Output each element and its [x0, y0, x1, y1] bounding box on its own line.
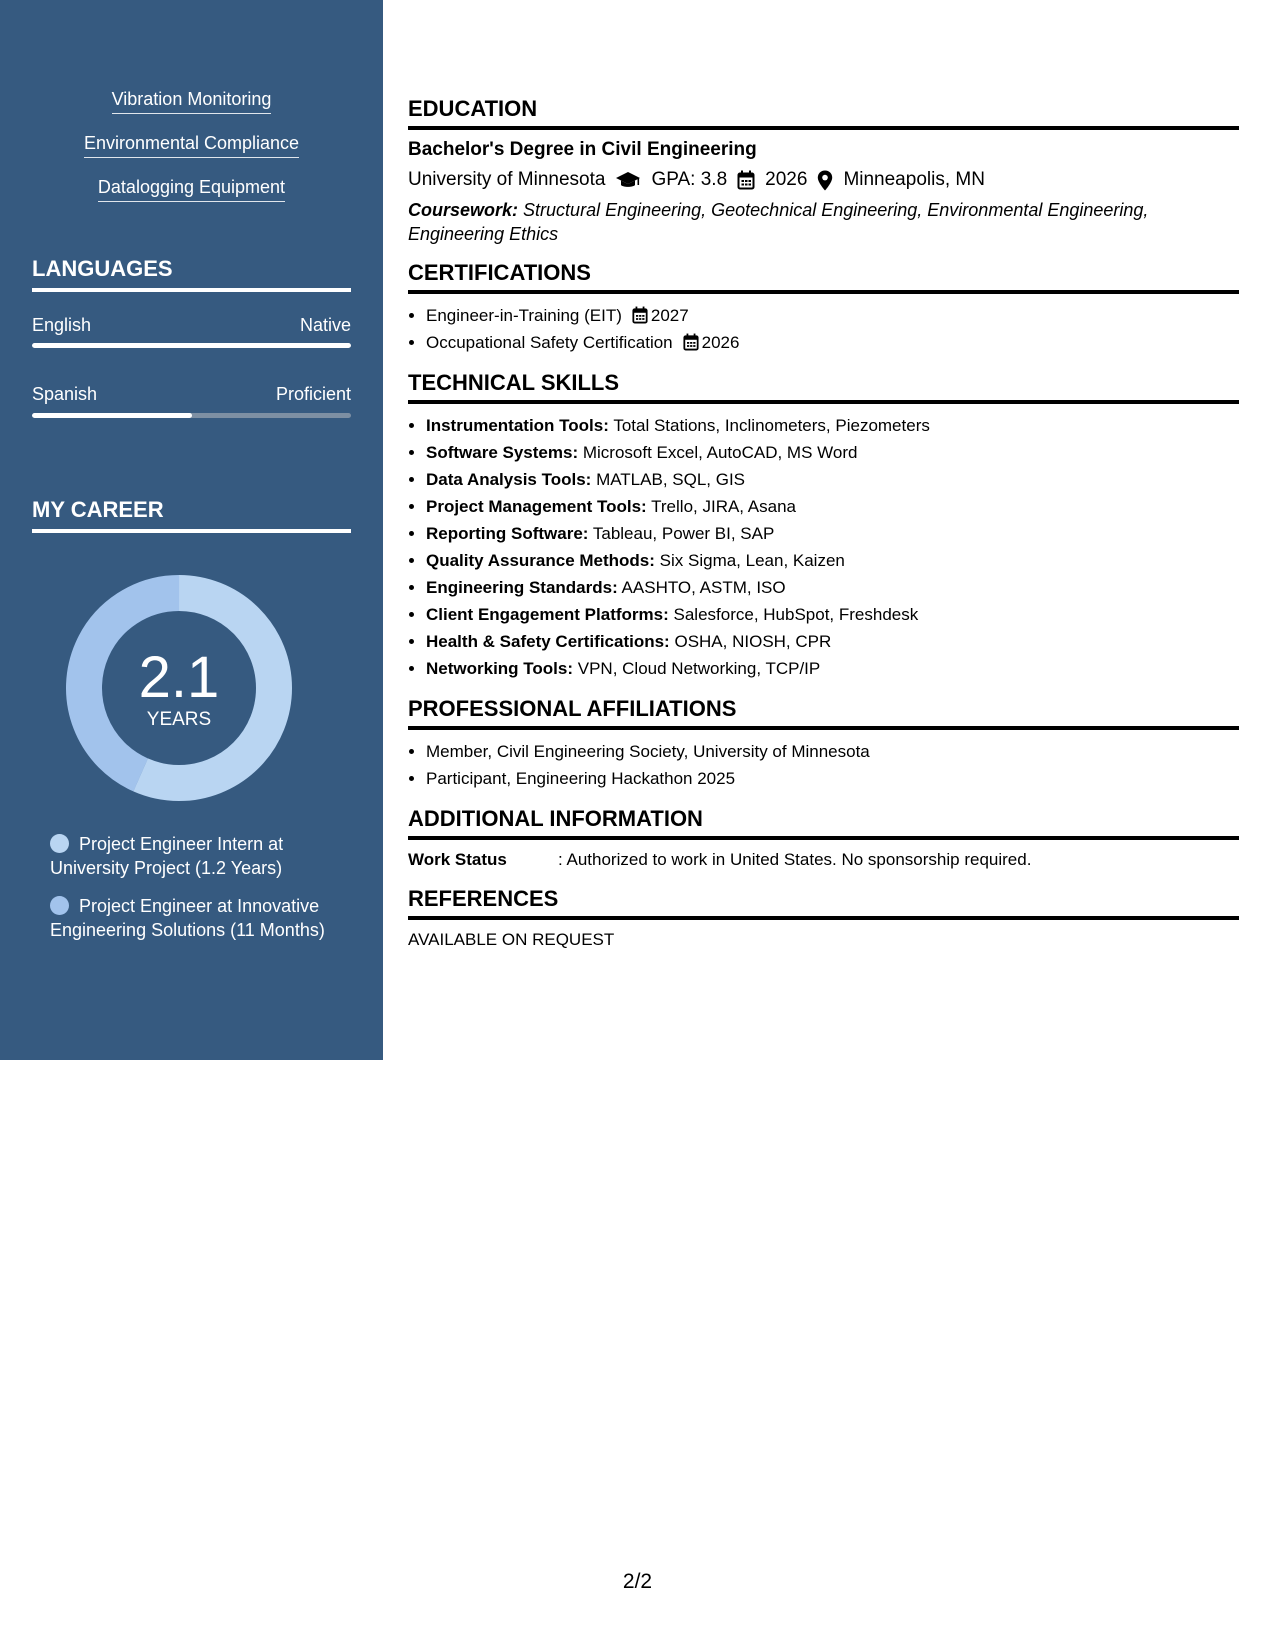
skill-label: Quality Assurance Methods:	[426, 551, 655, 570]
skill-item	[426, 574, 1239, 601]
skill-tag: Datalogging Equipment	[98, 176, 285, 202]
education-section	[408, 96, 1239, 246]
skill-value: Salesforce, HubSpot, Freshdesk	[673, 605, 919, 624]
skill-tags	[0, 0, 383, 220]
references-section	[408, 886, 1239, 952]
certifications-list	[408, 302, 1239, 356]
skill-value: Microsoft Excel, AutoCAD, MS Word	[582, 443, 858, 462]
skill-item	[426, 493, 1239, 520]
affiliations-list	[408, 738, 1239, 792]
skill-item	[426, 439, 1239, 466]
language-bar-fill	[32, 413, 192, 418]
certification-item	[426, 302, 1239, 329]
skill-item	[426, 547, 1239, 574]
certification-name: Occupational Safety Certification	[426, 333, 673, 352]
language-row-english	[32, 314, 351, 336]
coursework	[408, 198, 1239, 246]
main-content	[408, 96, 1239, 966]
career-total-unit: YEARS	[146, 709, 212, 730]
affiliation-item: • Member, Civil Engineering Society, University of Minnesota	[426, 738, 1239, 765]
skill-tag: Environmental Compliance	[84, 132, 299, 158]
skill-value: Tableau, Power BI, SAP	[592, 524, 775, 543]
certification-date	[622, 306, 689, 325]
language-bar-fill	[32, 343, 351, 348]
skill-item	[426, 601, 1239, 628]
certification-date	[673, 333, 740, 352]
skill-label: Software Systems:	[426, 443, 579, 462]
references-text: AVAILABLE ON REQUEST	[408, 930, 615, 949]
technical-skills-title: TECHNICAL SKILLS	[408, 370, 1239, 404]
language-level: Native	[299, 315, 351, 335]
skill-label: Engineering Standards:	[426, 578, 618, 597]
career-total-value: 2.1	[138, 645, 220, 710]
certification-name: Engineer-in-Training (EIT)	[426, 306, 622, 325]
work-status-row	[408, 848, 1239, 872]
map-pin-icon	[817, 170, 833, 191]
skill-label: Reporting Software:	[426, 524, 589, 543]
legend-dot	[50, 834, 69, 853]
skill-value: Six Sigma, Lean, Kaizen	[659, 551, 845, 570]
career-item	[50, 894, 350, 942]
language-bar-spanish	[32, 413, 351, 418]
skill-item	[426, 520, 1239, 547]
languages-title: LANGUAGES	[32, 256, 351, 292]
skill-label: Health & Safety Certifications:	[426, 632, 670, 651]
technical-skills-list	[408, 412, 1239, 682]
skill-value: AASHTO, ASTM, ISO	[621, 578, 786, 597]
skill-value: Total Stations, Inclinometers, Piezometers	[613, 416, 930, 435]
language-level: Proficient	[275, 384, 351, 404]
skill-label: Networking Tools:	[426, 659, 574, 678]
skill-tag: Vibration Monitoring	[112, 88, 272, 114]
skill-value: VPN, Cloud Networking, TCP/IP	[577, 659, 821, 678]
skill-item	[426, 655, 1239, 682]
skill-item	[426, 412, 1239, 439]
work-status-label: Work Status	[408, 850, 507, 869]
skill-label: Instrumentation Tools:	[426, 416, 609, 435]
affiliations-section	[408, 696, 1239, 792]
additional-info-section	[408, 806, 1239, 872]
affiliation-item: • Participant, Engineering Hackathon 2025	[426, 765, 1239, 792]
graduation-year: 2026	[765, 169, 808, 190]
sidebar	[0, 0, 383, 1060]
skill-value: OSHA, NIOSH, CPR	[674, 632, 832, 651]
calendar-icon	[737, 170, 755, 190]
certification-year: 2026	[701, 333, 740, 352]
coursework-label: Coursework:	[408, 200, 519, 220]
legend-dot	[50, 896, 69, 915]
language-row-spanish	[32, 383, 351, 405]
language-bar-english	[32, 343, 351, 348]
language-name: Spanish	[32, 384, 98, 404]
skill-label: Client Engagement Platforms:	[426, 605, 669, 624]
career-title: MY CAREER	[32, 497, 351, 533]
education-details	[408, 168, 1239, 192]
skill-value: Trello, JIRA, Asana	[651, 497, 797, 516]
certification-year: 2027	[650, 306, 689, 325]
skill-item	[426, 628, 1239, 655]
gpa: GPA: 3.8	[651, 169, 728, 190]
skill-value: MATLAB, SQL, GIS	[596, 470, 746, 489]
skill-label: Project Management Tools:	[426, 497, 647, 516]
career-item-text: Project Engineer at Innovative Engineering Solutions (11 Months)	[50, 896, 325, 940]
calendar-icon	[683, 333, 699, 351]
page-number: 2/2	[622, 1570, 653, 1593]
career-item-text: Project Engineer Intern at University Project (1.2 Years)	[50, 834, 284, 878]
certifications-title: CERTIFICATIONS	[408, 260, 1239, 294]
graduation-cap-icon	[615, 170, 641, 190]
certification-item	[426, 329, 1239, 356]
skill-label: Data Analysis Tools:	[426, 470, 592, 489]
references-title: REFERENCES	[408, 886, 1239, 920]
additional-info-title: ADDITIONAL INFORMATION	[408, 806, 1239, 840]
calendar-icon	[632, 306, 648, 324]
coursework-list: Structural Engineering, Geotechnical Engineering, Environmental Engineering, Engineering Ethics	[408, 200, 1149, 244]
language-name: English	[32, 315, 92, 335]
certifications-section	[408, 260, 1239, 356]
career-item	[50, 832, 350, 880]
school-location: Minneapolis, MN	[843, 169, 985, 190]
technical-skills-section	[408, 370, 1239, 682]
work-status-value: : Authorized to work in United States. No sponsorship required.	[558, 850, 1032, 869]
degree-title: Bachelor's Degree in Civil Engineering	[408, 139, 757, 160]
affiliations-title: PROFESSIONAL AFFILIATIONS	[408, 696, 1239, 730]
education-title: EDUCATION	[408, 96, 1239, 130]
school-name: University of Minnesota	[408, 169, 606, 190]
skill-item	[426, 466, 1239, 493]
